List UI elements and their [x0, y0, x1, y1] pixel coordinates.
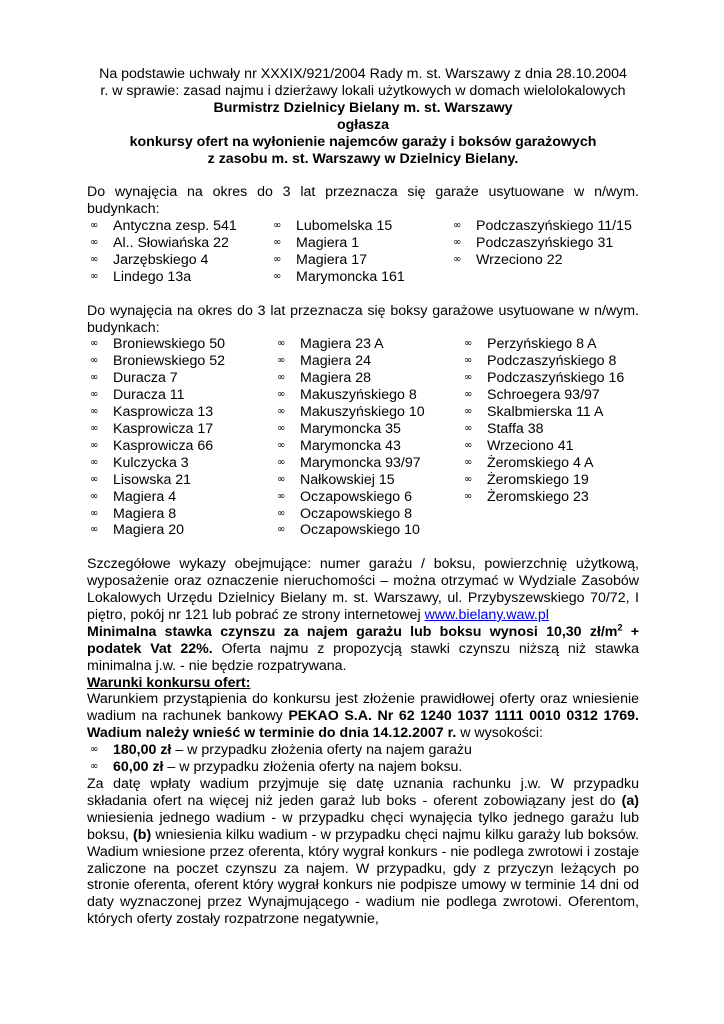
- boxes-intro: Do wynajęcia na okres do 3 lat przeznacza się boksy garażowe usytuowane w n/wym. budynkach:: [87, 302, 639, 336]
- garages-list: [87, 218, 639, 286]
- list-item: ∞ Magiera 4: [87, 489, 274, 506]
- list-item: ∞ Podczaszyńskiego 8: [461, 353, 624, 370]
- boxes-col-3: [461, 336, 624, 539]
- list-item: ∞ Magiera 28: [274, 370, 461, 387]
- garages-col-3: [450, 218, 632, 286]
- list-item: ∞ Skalbmierska 11 A: [461, 404, 624, 421]
- list-item: ∞ Wrzeciono 22: [450, 252, 632, 269]
- list-item: ∞ Marymoncka 93/97: [274, 455, 461, 472]
- conditions-paragraph-1: [87, 691, 639, 742]
- details-text: Szczegółowe wykazy obejmujące: numer garażu / boksu, powierzchnię użytkową, wyposażenie oraz oznaczenie nieruchomości – można otrzymać w Wydziale Zasobów Lokalowych Urzędu Dzielnicy Bielany m. st. Warszawy, ul. Przybyszewskiego 70/72, I piętro, pokój nr 121 lub pobrać ze strony internetowej: [87, 556, 639, 623]
- list-item: ∞ Magiera 20: [87, 522, 274, 539]
- deposit-box: [87, 759, 639, 776]
- list-item: ∞ Podczaszyńskiego 16: [461, 370, 624, 387]
- list-item: ∞ Duracza 7: [87, 370, 274, 387]
- list-item: ∞ Magiera 23 A: [274, 336, 461, 353]
- deposit-box-amount: 60,00 zł: [113, 759, 164, 776]
- p1-text-b: w wysokości:: [456, 725, 543, 742]
- list-item: ∞ Schroegera 93/97: [461, 387, 624, 404]
- list-item: ∞ Podczaszyńskiego 31: [450, 235, 632, 252]
- list-item: ∞ Magiera 17: [270, 252, 450, 269]
- rate-normal: Oferta najmu z propozycją stawki czynszu niższą niż stawka minimalna j.w. - nie będzie rozpatrywana.: [87, 640, 639, 674]
- list-item: ∞ Magiera 8: [87, 506, 274, 523]
- website-link[interactable]: www.bielany.waw.pl: [424, 606, 549, 623]
- list-item: ∞ Wrzeciono 41: [461, 438, 624, 455]
- p1-text-a: Warunkiem przystąpienia do konkursu jest złożenie prawidłowej oferty oraz wniesienie wadium na rachunek bankowy: [87, 691, 639, 725]
- boxes-col-2: [274, 336, 461, 539]
- list-item: ∞ Oczapowskiego 10: [274, 522, 461, 539]
- p2-text-c: wniesienia kilku wadium - w przypadku chęci najmu kilku garaży lub boksów. Wadium wniesione przez oferenta, który wygrał konkurs - nie podlega zwrotowi i zostaje zaliczone na poczet czynszu za najem. W przypadku, gdy z przyczyn leżących po stronie oferenta, oferent który wygrał konkurs nie podpisze umowy w terminie 14 dni od daty wyznaczonej przez Wynajmującego - wadium nie podlega zwrotowi. Oferentom, których oferty zostały rozpatrzone negatywnie,: [87, 826, 639, 928]
- rate-sup: 2: [617, 622, 623, 633]
- rate-paragraph: [87, 624, 639, 675]
- document-page: [87, 66, 639, 928]
- conditions-paragraph-2: [87, 776, 639, 928]
- bank-account: PEKAO S.A. Nr 62 1240 1037 1111 0010 0312 1769. Wadium należy wnieść w terminie do dnia 14.12.2007 r.: [87, 708, 639, 742]
- garages-intro: Do wynajęcia na okres do 3 lat przeznacza się garaże usytuowane w n/wym. budynkach:: [87, 184, 639, 218]
- list-item: ∞ Kasprowicza 17: [87, 421, 274, 438]
- list-item: ∞ Magiera 24: [274, 353, 461, 370]
- list-item: ∞ Al.. Słowiańska 22: [87, 235, 270, 252]
- details-paragraph: [87, 556, 639, 624]
- list-item: ∞ Staffa 38: [461, 421, 624, 438]
- intro-line-1: Na podstawie uchwały nr XXXIX/921/2004 Rady m. st. Warszawy z dnia 28.10.2004: [99, 66, 627, 82]
- list-item: ∞ Nałkowskiej 15: [274, 472, 461, 489]
- list-item: ∞ Marymoncka 43: [274, 438, 461, 455]
- deposit-garage-amount: 180,00 zł: [113, 742, 172, 759]
- boxes-col-1: [87, 336, 274, 539]
- garages-col-2: [270, 218, 450, 286]
- list-item: ∞ Jarzębskiego 4: [87, 252, 270, 269]
- boxes-list: [87, 336, 639, 539]
- list-item: ∞ Duracza 11: [87, 387, 274, 404]
- list-item: ∞ Makuszyńskiego 8: [274, 387, 461, 404]
- authority: Burmistrz Dzielnicy Bielany m. st. Warszawy: [213, 99, 513, 116]
- list-item: ∞ Kasprowicza 66: [87, 438, 274, 455]
- list-item: ∞ Kasprowicza 13: [87, 404, 274, 421]
- list-item: ∞ Oczapowskiego 8: [274, 506, 461, 523]
- list-item: ∞ Lisowska 21: [87, 472, 274, 489]
- list-item: ∞ Kulczycka 3: [87, 455, 274, 472]
- rate-bold-1: Minimalna stawka czynszu za najem garażu lub boksu wynosi 10,30 zł/m: [87, 623, 618, 640]
- list-item: ∞ Żeromskiego 19: [461, 472, 624, 489]
- list-item: ∞ Antyczna zesp. 541: [87, 218, 270, 235]
- list-item: ∞ Podczaszyńskiego 11/15: [450, 218, 632, 235]
- p2-mark-b: (b): [133, 826, 152, 843]
- list-item: ∞ Broniewskiego 52: [87, 353, 274, 370]
- list-item: ∞ Perzyńskiego 8 A: [461, 336, 624, 353]
- intro-line-2: r. w sprawie: zasad najmu i dzierżawy lokali użytkowych w domach wielolokalowych: [100, 82, 626, 99]
- deposit-box-text: – w przypadku złożenia oferty na najem boksu.: [163, 759, 463, 776]
- list-item: ∞ Marymoncka 161: [270, 269, 450, 286]
- list-item: ∞ Żeromskiego 23: [461, 489, 624, 506]
- conditions-heading: Warunki konkursu ofert:: [87, 674, 251, 691]
- list-item: ∞ Makuszyńskiego 10: [274, 404, 461, 421]
- garages-col-1: [87, 218, 270, 286]
- list-item: ∞ Oczapowskiego 6: [274, 489, 461, 506]
- list-item: ∞ Broniewskiego 50: [87, 336, 274, 353]
- title-line-2: z zasobu m. st. Warszawy w Dzielnicy Bielany.: [207, 150, 519, 167]
- list-item: ∞ Żeromskiego 4 A: [461, 455, 624, 472]
- list-item: ∞ Lubomelska 15: [270, 218, 450, 235]
- announces: ogłasza: [336, 116, 390, 133]
- p2-text-b: wniesienia jednego wadium - w przypadku chęci wynajęcia tylko jednego garażu lub boksu,: [87, 809, 639, 843]
- title-line-1: konkursy ofert na wyłonienie najemców garaży i boksów garażowych: [129, 133, 597, 150]
- rate-bold-2: + podatek Vat 22%.: [87, 623, 639, 657]
- list-item: ∞ Marymoncka 35: [274, 421, 461, 438]
- list-item: ∞ Lindego 13a: [87, 269, 270, 286]
- deposit-garage: [87, 742, 639, 759]
- deposit-garage-text: – w przypadku złożenia oferty na najem garażu: [171, 742, 472, 759]
- list-item: ∞ Magiera 1: [270, 235, 450, 252]
- p2-mark-a: (a): [621, 792, 639, 809]
- p2-text-a: Za datę wpłaty wadium przyjmuje się datę uznania rachunku j.w. W przypadku składania ofert na więcej niż jeden garaż lub boks - oferent zobowiązany jest do: [87, 776, 639, 809]
